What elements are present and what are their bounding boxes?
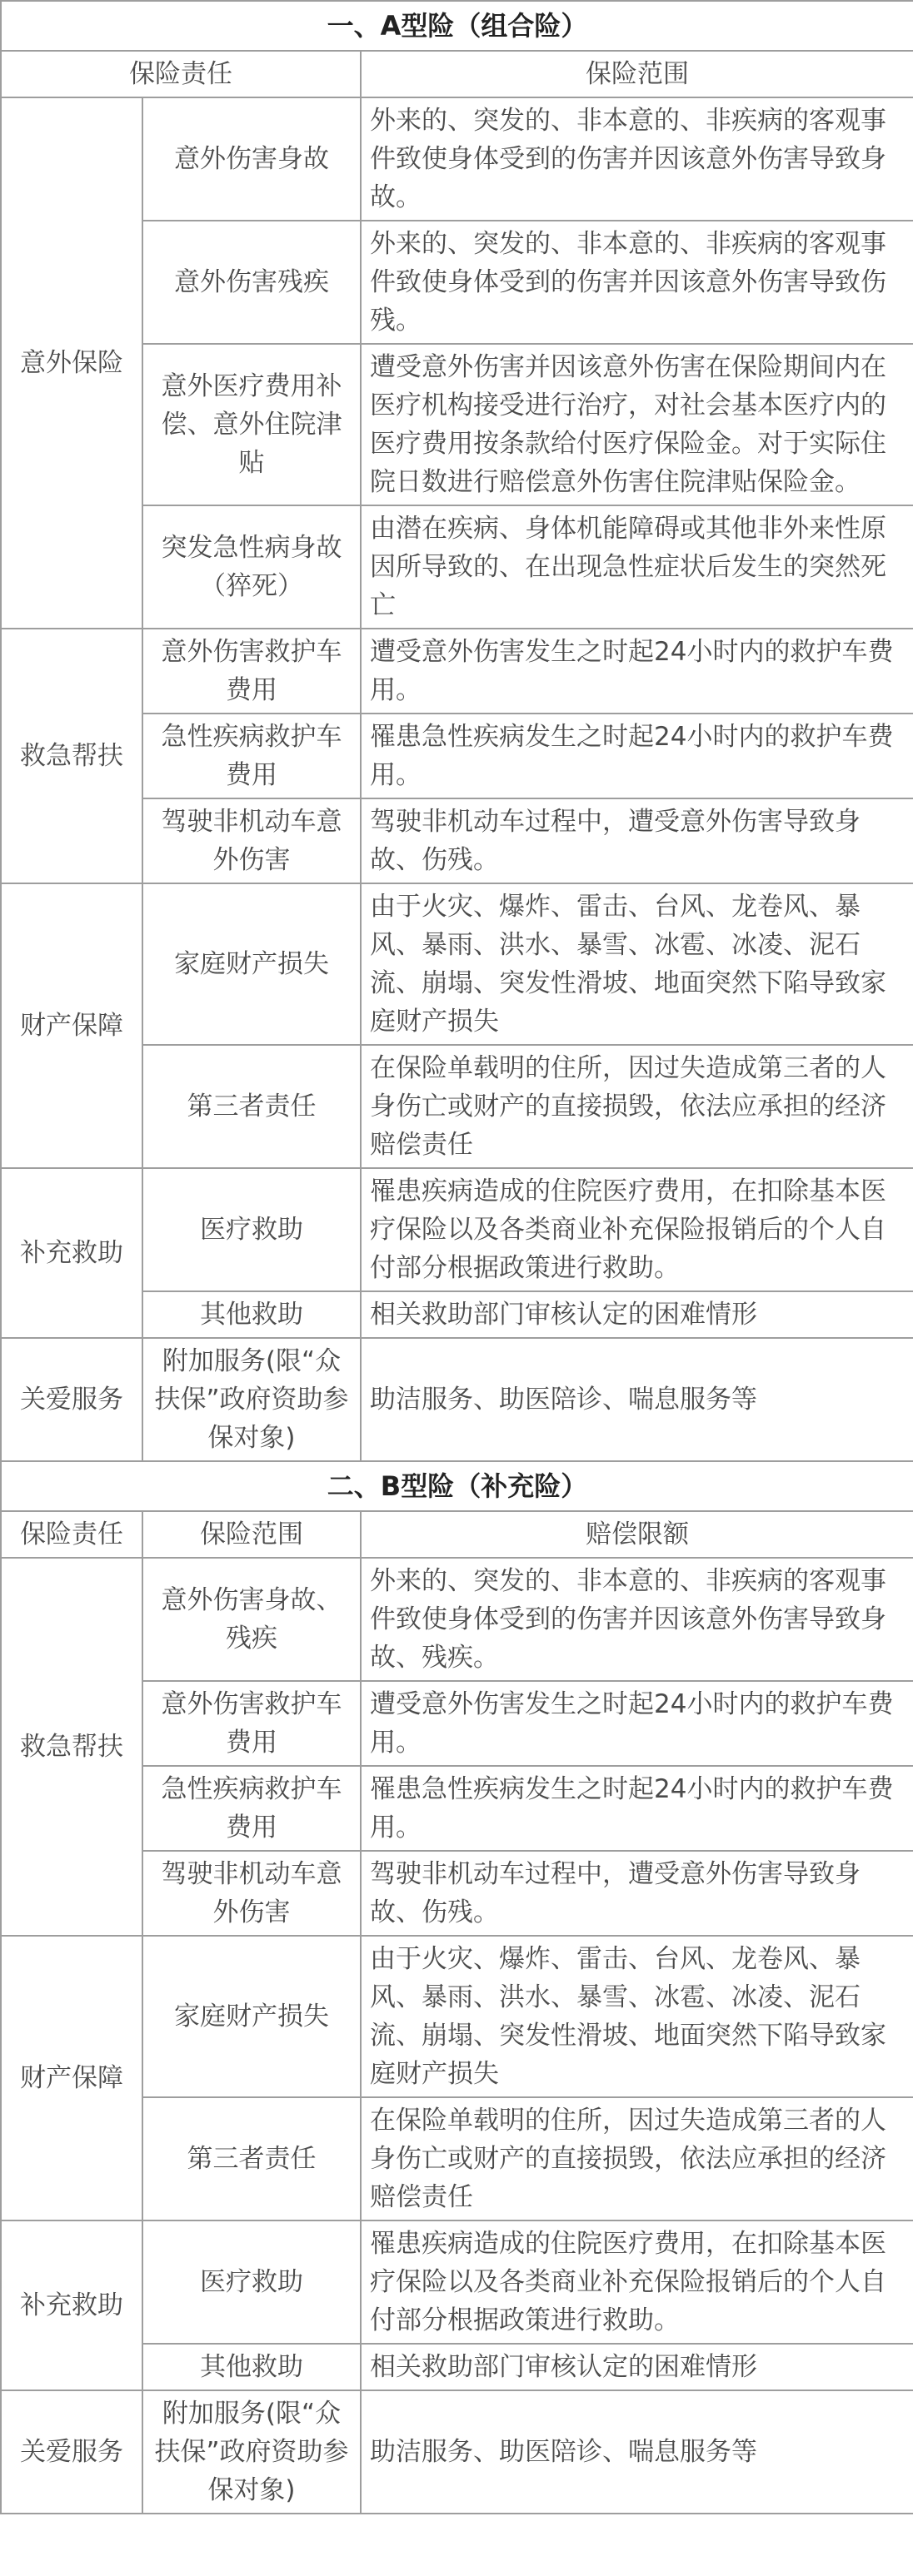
item-name-cell: 家庭财产损失 [142,1936,361,2097]
table-row [1,97,913,221]
item-name-cell: 意外伤害残疾 [142,221,361,344]
section-b-header-row [1,1511,913,1558]
table-row [1,2390,913,2514]
section-a-title: 一、A型险（组合险） [1,1,913,51]
item-name-cell: 意外医疗费用补偿、意外住院津贴 [142,344,361,505]
item-name-cell: 急性疾病救护车费用 [142,714,361,798]
item-desc-cell: 由于火灾、爆炸、雷击、台风、龙卷风、暴风、暴雨、洪水、暴雪、冰雹、冰凌、泥石流、崩塌、突发性滑坡、地面突然下陷导致家庭财产损失 [361,1936,913,2097]
item-name-cell: 意外伤害救护车费用 [142,1681,361,1766]
col-responsibility-header: 保险责任 [1,51,361,97]
category-cell: 关爱服务 [1,2390,142,2514]
item-name-cell: 附加服务(限“众扶保”政府资助参保对象) [142,2390,361,2514]
table-row [1,1168,913,1291]
item-desc-cell: 助洁服务、助医陪诊、喘息服务等 [361,1338,913,1461]
section-a-title-row [1,1,913,51]
item-name-cell: 驾驶非机动车意外伤害 [142,1851,361,1936]
item-desc-cell: 在保险单载明的住所，因过失造成第三者的人身伤亡或财产的直接损毁，依法应承担的经济赔偿责任 [361,2097,913,2220]
item-desc-cell: 遭受意外伤害并因该意外伤害在保险期间内在医疗机构接受进行治疗，对社会基本医疗内的医疗费用按条款给付医疗保险金。对于实际住院日数进行赔偿意外伤害住院津贴保险金。 [361,344,913,505]
item-desc-cell: 罹患急性疾病发生之时起24小时内的救护车费用。 [361,714,913,798]
item-desc-cell: 遭受意外伤害发生之时起24小时内的救护车费用。 [361,629,913,714]
item-desc-cell: 遭受意外伤害发生之时起24小时内的救护车费用。 [361,1681,913,1766]
item-name-cell: 意外伤害救护车费用 [142,629,361,714]
table-row [1,883,913,1045]
item-name-cell: 第三者责任 [142,2097,361,2220]
category-cell: 意外保险 [1,97,142,629]
item-name-cell: 其他救助 [142,2344,361,2390]
item-desc-cell: 在保险单载明的住所，因过失造成第三者的人身伤亡或财产的直接损毁，依法应承担的经济赔偿责任 [361,1045,913,1168]
item-desc-cell: 助洁服务、助医陪诊、喘息服务等 [361,2390,913,2514]
category-cell: 救急帮扶 [1,1558,142,1936]
category-cell: 财产保障 [1,883,142,1168]
category-cell: 补充救助 [1,2220,142,2390]
category-cell: 关爱服务 [1,1338,142,1461]
item-desc-cell: 驾驶非机动车过程中，遭受意外伤害导致身故、伤残。 [361,798,913,883]
item-desc-cell: 外来的、突发的、非本意的、非疾病的客观事件致使身体受到的伤害并因该意外伤害导致身故。 [361,97,913,221]
table-row [1,1338,913,1461]
section-b-title: 二、B型险（补充险） [1,1461,913,1511]
category-cell: 救急帮扶 [1,629,142,883]
section-b-title-row [1,1461,913,1511]
col-scope-header: 保险范围 [142,1511,361,1558]
section-a-header-row [1,51,913,97]
item-name-cell: 医疗救助 [142,2220,361,2344]
item-name-cell: 驾驶非机动车意外伤害 [142,798,361,883]
item-desc-cell: 由于火灾、爆炸、雷击、台风、龙卷风、暴风、暴雨、洪水、暴雪、冰雹、冰凌、泥石流、崩塌、突发性滑坡、地面突然下陷导致家庭财产损失 [361,883,913,1045]
table-row [1,1558,913,1681]
col-scope-header: 保险范围 [361,51,913,97]
item-name-cell: 意外伤害身故、残疾 [142,1558,361,1681]
item-desc-cell: 外来的、突发的、非本意的、非疾病的客观事件致使身体受到的伤害并因该意外伤害导致伤残。 [361,221,913,344]
col-limit-header: 赔偿限额 [361,1511,913,1558]
col-responsibility-header: 保险责任 [1,1511,142,1558]
item-desc-cell: 相关救助部门审核认定的困难情形 [361,2344,913,2390]
item-desc-cell: 相关救助部门审核认定的困难情形 [361,1291,913,1338]
item-desc-cell: 驾驶非机动车过程中，遭受意外伤害导致身故、伤残。 [361,1851,913,1936]
item-name-cell: 家庭财产损失 [142,883,361,1045]
item-desc-cell: 外来的、突发的、非本意的、非疾病的客观事件致使身体受到的伤害并因该意外伤害导致身故、残疾。 [361,1558,913,1681]
item-name-cell: 其他救助 [142,1291,361,1338]
table-row [1,1936,913,2097]
item-desc-cell: 罹患疾病造成的住院医疗费用，在扣除基本医疗保险以及各类商业补充保险报销后的个人自付部分根据政策进行救助。 [361,1168,913,1291]
table-row [1,2220,913,2344]
item-name-cell: 第三者责任 [142,1045,361,1168]
item-name-cell: 急性疾病救护车费用 [142,1766,361,1851]
item-desc-cell: 罹患急性疾病发生之时起24小时内的救护车费用。 [361,1766,913,1851]
item-desc-cell: 罹患疾病造成的住院医疗费用，在扣除基本医疗保险以及各类商业补充保险报销后的个人自付部分根据政策进行救助。 [361,2220,913,2344]
item-name-cell: 附加服务(限“众扶保”政府资助参保对象) [142,1338,361,1461]
item-name-cell: 突发急性病身故（猝死） [142,505,361,629]
item-name-cell: 意外伤害身故 [142,97,361,221]
item-name-cell: 医疗救助 [142,1168,361,1291]
item-desc-cell: 由潜在疾病、身体机能障碍或其他非外来性原因所导致的、在出现急性症状后发生的突然死亡 [361,505,913,629]
category-cell: 财产保障 [1,1936,142,2220]
category-cell: 补充救助 [1,1168,142,1338]
table-row [1,629,913,714]
